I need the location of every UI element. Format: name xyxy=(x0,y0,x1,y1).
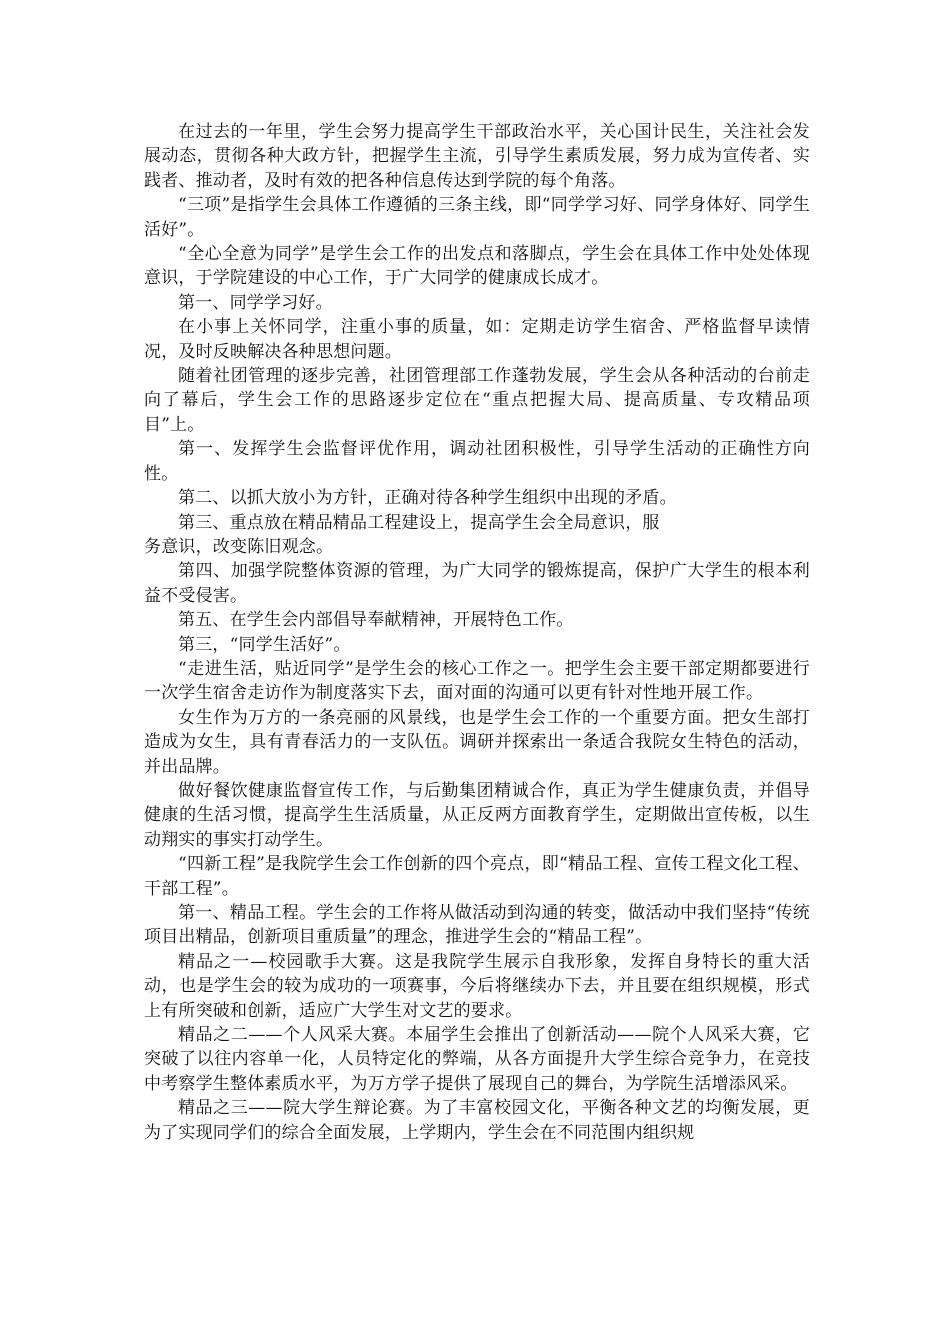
paragraph: 精品之三——院大学生辩论赛。为了丰富校园文化，平衡各种文艺的均衡发展，更为了实现同学们的综合全面发展，上学期内，学生会在不同范围内组织规 xyxy=(144,1098,810,1143)
paragraph: 第二、以抓大放小为方针，正确对待各种学生组织中出现的矛盾。 xyxy=(178,488,677,509)
paragraph: 第四、加强学院整体资源的管理，为广大同学的锻炼提高，保护广大学生的根本利益不受侵害。 xyxy=(144,561,810,606)
paragraph: 在小事上关怀同学，注重小事的质量，如：定期走访学生宿舍、严格监督早读情况，及时反映解决各种思想问题。 xyxy=(144,317,810,362)
paragraph: 第五、在学生会内部倡导奉献精神，开展特色工作。 xyxy=(178,610,574,631)
paragraph: 在过去的一年里，学生会努力提高学生干部政治水平，关心国计民生，关注社会发展动态，贯彻各种大政方针，把握学生主流，引导学生素质发展，努力成为宣传者、实践者、推动者，及时有效的把各种信息传达到学院的每个角落。 xyxy=(144,122,810,191)
paragraph: 精品之一—校园歌手大赛。这是我院学生展示自我形象，发挥自身特长的重大活动，也是学生会的较为成功的一项赛事，今后将继续办下去，并且要在组织规模，形式上有所突破和创新，适应广大学生对文艺的要求。 xyxy=(144,951,810,1021)
paragraph: “走进生活，贴近同学”是学生会的核心工作之一。把学生会主要干部定期都要进行一次学生宿舍走访作为制度落实下去，面对面的沟通可以更有针对性地开展工作。 xyxy=(144,658,810,704)
paragraph: 第一、精品工程。学生会的工作将从做活动到沟通的转变，做活动中我们坚持“传统项目出精品，创新项目重质量”的理念，推进学生会的“精品工程”。 xyxy=(144,903,810,948)
paragraph: 精品之二——个人风采大赛。本届学生会推出了创新活动——院个人风采大赛，它突破了以往内容单一化，人员特定化的弊端，从各方面提升大学生综合竞争力，在竞技中考察学生整体素质水平，为万方学子提供了展现自己的舞台，为学院生活增添风采。 xyxy=(144,1025,810,1094)
paragraph: 第一、发挥学生会监督评优作用，调动社团积极性，引导学生活动的正确性方向性。 xyxy=(144,439,810,484)
document-body xyxy=(144,120,810,1145)
paragraph: “三项”是指学生会具体工作遵循的三条主线，即“同学学习好、同学身体好、同学生活好”。 xyxy=(144,195,810,240)
paragraph: 女生作为万方的一条亮丽的风景线，也是学生会工作的一个重要方面。把女生部打造成为女生，具有青春活力的一支队伍。调研并探索出一条适合我院女生特色的活动，并出品牌。 xyxy=(144,707,810,777)
paragraph: 务意识，改变陈旧观念。 xyxy=(144,536,334,557)
paragraph: 第一、同学学习好。 xyxy=(178,292,333,313)
paragraph: 第三，“同学生活好”。 xyxy=(178,634,351,655)
paragraph: “四新工程”是我院学生会工作创新的四个亮点，即“精品工程、宣传工程文化工程、干部工程”。 xyxy=(144,854,810,899)
paragraph: “全心全意为同学”是学生会工作的出发点和落脚点，学生会在具体工作中处处体现意识，于学院建设的中心工作，于广大同学的健康成长成才。 xyxy=(144,244,810,289)
paragraph: 做好餐饮健康监督宣传工作，与后勤集团精诚合作，真正为学生健康负责，并倡导健康的生活习惯，提高学生生活质量，从正反两方面教育学生，定期做出宣传板，以生动翔实的事实打动学生。 xyxy=(144,780,810,850)
paragraph: 第三、重点放在精品精品工程建设上，提高学生会全局意识，服 xyxy=(178,512,660,533)
paragraph: 随着社团管理的逐步完善，社团管理部工作蓬勃发展，学生会从各种活动的台前走向了幕后，学生会工作的思路逐步定位在“重点把握大局、提高质量、专攻精品项目”上。 xyxy=(144,366,810,435)
